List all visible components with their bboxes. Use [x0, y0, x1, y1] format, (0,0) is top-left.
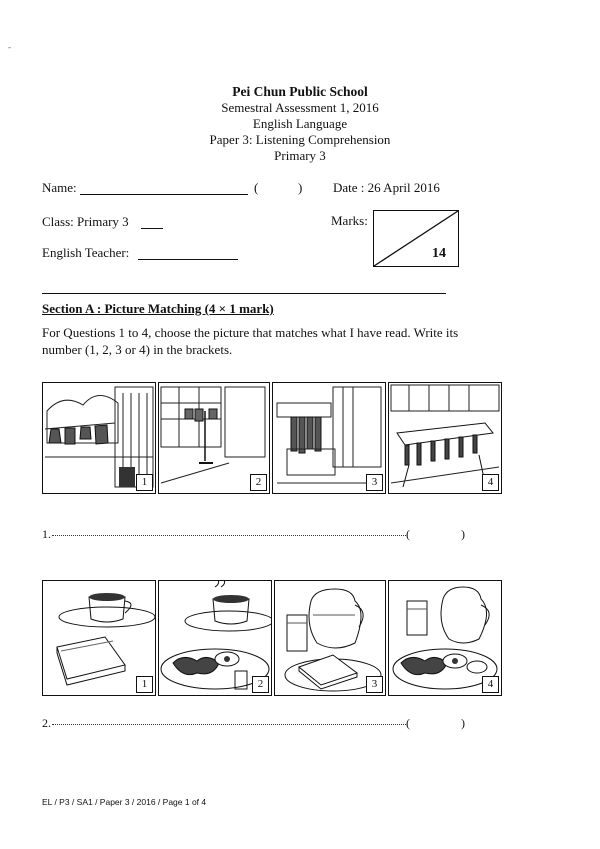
q2-paren-open: (	[406, 716, 410, 730]
marks-total: 14	[432, 246, 446, 261]
section-title: Section A : Picture Matching (4 × 1 mark)	[42, 301, 274, 316]
exam-date: Date : 26 April 2016	[333, 180, 440, 195]
index-paren-close: )	[298, 180, 303, 195]
name-field[interactable]	[80, 183, 248, 195]
q2-paren-close: )	[461, 716, 465, 730]
q2-picture-3[interactable]	[274, 580, 386, 696]
q2-number: 2.	[42, 716, 51, 730]
q2-picture-4[interactable]	[388, 580, 502, 696]
corner-mark: -	[8, 42, 11, 52]
q1-picture-4-number: 4	[482, 474, 499, 491]
q1-paren-close: )	[461, 527, 465, 541]
q1-picture-2[interactable]	[158, 382, 270, 494]
q2-answer-field[interactable]	[414, 716, 458, 730]
q1-answer-row	[42, 527, 472, 542]
class-field[interactable]	[141, 217, 163, 229]
q1-answer-field[interactable]	[414, 527, 458, 541]
q1-picture-4[interactable]	[388, 382, 502, 494]
q2-picture-3-number: 3	[366, 676, 383, 693]
q1-dotted-line	[52, 535, 406, 536]
index-paren-open: (	[254, 180, 259, 195]
subject-title: English Language	[252, 116, 348, 131]
divider	[42, 293, 446, 294]
name-label: Name:	[42, 180, 77, 195]
q2-answer-row	[42, 716, 472, 731]
q1-number: 1.	[42, 527, 51, 541]
marks-box	[373, 210, 459, 267]
section-instructions: For Questions 1 to 4, choose the picture that matches what I have read. Write its number (1, 2, 3 or 4) in the brackets.	[42, 325, 459, 357]
school-name: Pei Chun Public School	[232, 84, 368, 99]
class-label: Class: Primary 3	[42, 214, 129, 229]
q1-picture-1-number: 1	[136, 474, 153, 491]
teacher-field[interactable]	[138, 248, 238, 260]
assessment-title: Semestral Assessment 1, 2016	[221, 100, 379, 115]
exam-header	[0, 84, 600, 164]
q2-picture-1-number: 1	[136, 676, 153, 693]
q1-picture-2-number: 2	[250, 474, 267, 491]
q1-picture-3-number: 3	[366, 474, 383, 491]
teacher-label: English Teacher:	[42, 245, 130, 260]
q2-picture-1[interactable]	[42, 580, 156, 696]
level-title: Primary 3	[274, 148, 326, 163]
q1-picture-3[interactable]	[272, 382, 386, 494]
page-footer: EL / P3 / SA1 / Paper 3 / 2016 / Page 1 of 4	[42, 797, 207, 807]
marks-label: Marks:	[331, 213, 368, 228]
q2-picture-2-number: 2	[252, 676, 269, 693]
q1-paren-open: (	[406, 527, 410, 541]
q2-dotted-line	[52, 724, 406, 725]
q2-picture-2[interactable]	[158, 580, 272, 696]
q1-picture-1[interactable]	[42, 382, 156, 494]
paper-title: Paper 3: Listening Comprehension	[209, 132, 391, 147]
q2-picture-4-number: 4	[482, 676, 499, 693]
